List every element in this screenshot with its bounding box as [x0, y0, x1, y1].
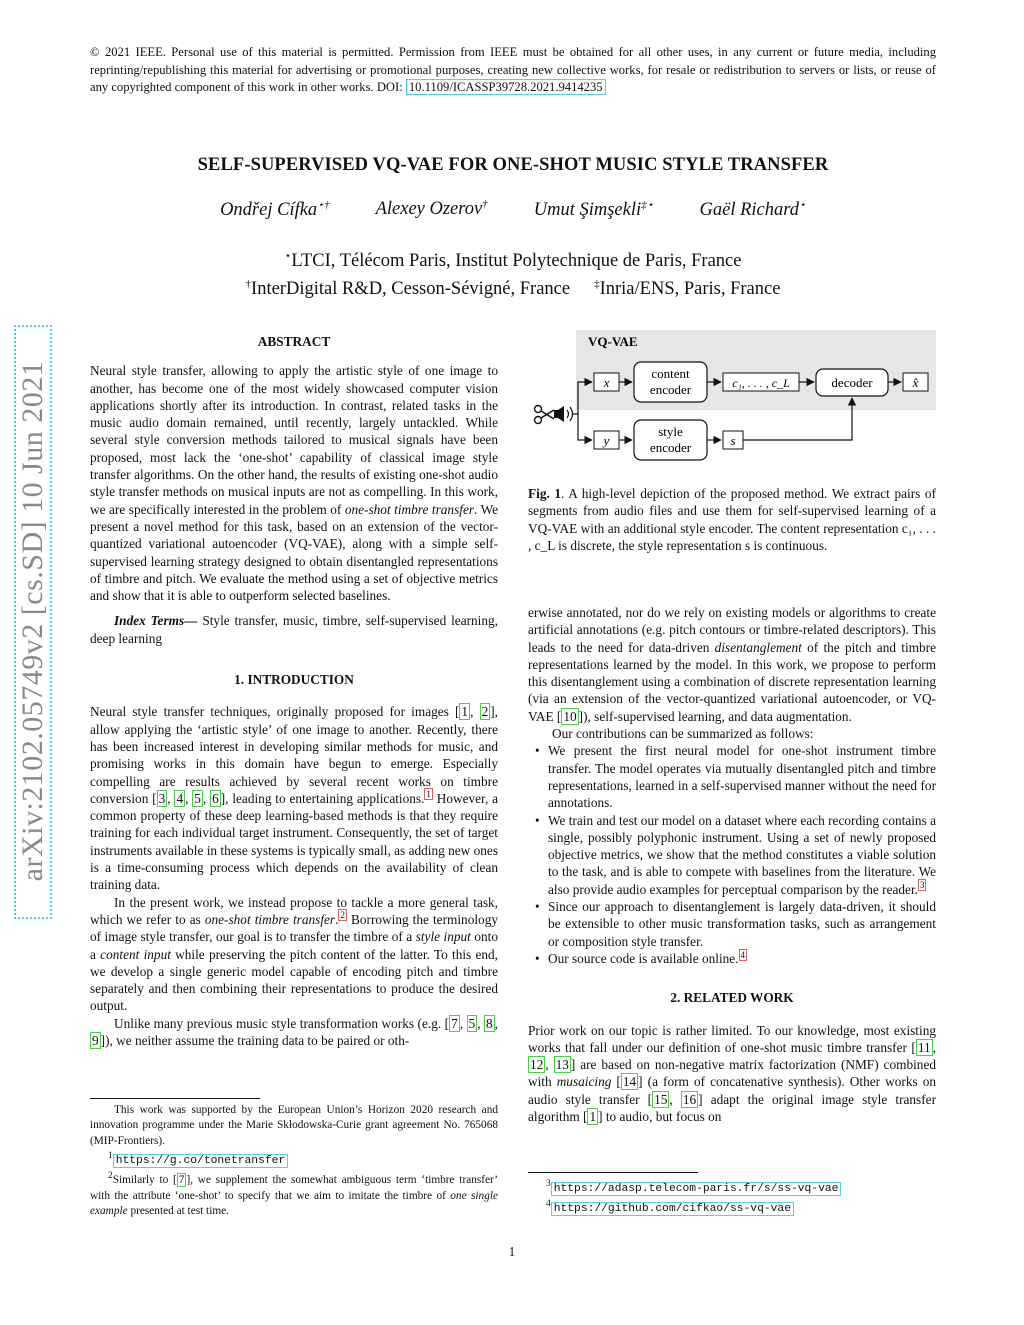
- footnote-3-link[interactable]: https://adasp.telecom-paris.fr/s/ss-vq-vae: [551, 1182, 842, 1196]
- figure-1-caption: Fig. 1. A high-level depiction of the proposed method. We extract pairs of segments from audio files and use them for self-supervised learning of a VQ-VAE with an additional style encoder. The content representation c₁, . . . , c_L is discrete, the style representation s is continuous.: [528, 486, 936, 553]
- abstract-text: Neural style transfer, allowing to apply the artistic style of one image to another, has become one of the most widely showcased computer vision applications shortly after its introduction. In contrast, related tasks in the music audio domain remained, until recently, largely untackled. While several style conversion methods tailored to musical signals have been proposed, most lack the ‘one-shot’ capability of classical image style transfer algorithms. On the other hand, the results of existing one-shot audio style transfer methods on musical inputs are not as compelling. In this work, we are specifically interested in the problem of one-shot timbre transfer. We present a novel method for this task, based on an extension of the vector-quantized variational autoencoder (VQ-VAE), along with a simple self-supervised learning strategy designed to obtain disentangled representations of timbre and pitch. We evaluate the method using a set of objective metrics and show that it is able to outperform selected baselines.: [90, 363, 499, 604]
- index-terms: Index Terms— Style transfer, music, timbre, self-supervised learning, deep learning: [90, 613, 498, 646]
- doi-label: DOI:: [376, 80, 403, 94]
- related-work-paragraph: Prior work on our topic is rather limited. To our knowledge, most existing works that fall under our definition of one-shot music timbre transfer [ 11 , 12 , 13 ] are based on non-negative matrix factorization (NMF) combined with musaicing [ 14 ] (a form of concatenative synthesis). Other works on audio style transfer [ 15 , 16 ] adapt the original image style transfer algorithm [ 1 ] to audio, but focus on: [528, 1022, 936, 1125]
- footnote-1: $^1$ https://g.co/tonetransfer: [90, 1149, 498, 1169]
- footnote-1-link[interactable]: https://g.co/tonetransfer: [113, 1154, 288, 1168]
- arxiv-identifier[interactable]: arXiv:2102.05749v2 [cs.SD] 10 Jun 2021: [16, 360, 49, 882]
- paper-title: SELF-SUPERVISED VQ-VAE FOR ONE-SHOT MUSIC STYLE TRANSFER: [197, 155, 829, 175]
- style-encoder-label-2: encoder: [649, 440, 692, 455]
- citation-6[interactable]: 6: [212, 790, 219, 806]
- abstract-heading: ABSTRACT: [257, 334, 331, 349]
- contribution-4: • Our source code is available online. $^4$: [548, 950, 936, 967]
- citation-10[interactable]: 10: [563, 708, 577, 724]
- citation-4[interactable]: 4: [176, 790, 184, 806]
- introduction-heading: 1. INTRODUCTION: [234, 672, 354, 688]
- intro-paragraph-2: In the present work, we instead propose to tackle a more general task, which we refer to as one-shot timbre transfer. $^2$ Borrowing the terminology of image style transfer, our goal is to transfer the timbre of a style input onto a content input while preserving the pitch content of the latter. To this end, we develop a single generic model capable of encoding pitch and timbre separately and then combining their representations to produce the desired output.: [90, 894, 498, 1014]
- affiliation-line-1: ⋆LTCI, Télécom Paris, Institut Polytechnique de Paris, France: [284, 250, 742, 272]
- footnotes-left: [90, 1103, 498, 1219]
- output-xhat-label: x̂: [912, 375, 919, 390]
- copyright-text: © 2021 IEEE. Personal use of this material is permitted. Permission from IEEE must be obtained for all other uses, in any current or future media, including reprinting/republishing this material for advertising or promotional purposes, creating new collective works, for resale or redistribution to servers or lists, or reuse of any copyrighted component of this work in other works.: [90, 45, 936, 94]
- related-work-heading: 2. RELATED WORK: [670, 990, 794, 1006]
- vq-vae-label: VQ-VAE: [588, 334, 638, 349]
- footnote-ref-3[interactable]: 3: [919, 880, 925, 891]
- citation-2[interactable]: 2: [481, 704, 489, 720]
- citation-15[interactable]: 15: [654, 1091, 668, 1107]
- right-paragraph-1: erwise annotated, nor do we rely on existing models or algorithms to create artificial annotations (e.g. pitch contours or timbre-related descriptors). This leads to the need for data-driven disentanglement of the pitch and timbre representations learned by the model. In this work, we propose to perform this disentanglement using a combination of discrete representation learning (via an extension of the vector-quantized variational autoencoder, or VQ-VAE [ 10 ]), self-supervised learning, and data augmentation.: [528, 605, 936, 724]
- input-y-label: y: [603, 433, 610, 448]
- figure-1-diagram: [528, 330, 936, 480]
- style-code-label: s: [730, 433, 736, 448]
- citation-3[interactable]: 3: [158, 790, 166, 806]
- content-encoder-label-1: content: [651, 366, 690, 381]
- affiliation-line-2: †InterDigital R&D, Cesson-Sévigné, France ‡Inria/ENS, Paris, France: [245, 278, 781, 300]
- citation-16[interactable]: 16: [682, 1091, 697, 1107]
- right-column: [528, 604, 936, 1125]
- author-2: Alexey Ozerov†: [375, 198, 488, 220]
- input-x-label: x: [603, 375, 610, 390]
- doi-link[interactable]: 10.1109/ICASSP39728.2021.9414235: [406, 79, 606, 95]
- content-code-label: c₁, . . . , c_L: [732, 376, 790, 390]
- left-column: [90, 333, 498, 1049]
- citation-8[interactable]: 8: [486, 1015, 493, 1031]
- contributions-intro: Our contributions can be summarized as follows:: [552, 726, 814, 742]
- footnote-2-citation[interactable]: 7: [178, 1174, 185, 1187]
- citation-5[interactable]: 5: [194, 790, 201, 806]
- citation-13[interactable]: 13: [555, 1057, 569, 1073]
- affiliations: [90, 245, 936, 301]
- author-list: [90, 198, 936, 221]
- arrow-to-y: [578, 414, 592, 440]
- citation-12[interactable]: 12: [530, 1057, 544, 1073]
- arxiv-identifier-box[interactable]: [14, 325, 52, 919]
- copyright-notice: [90, 44, 936, 97]
- contributions-list: [528, 742, 936, 967]
- author-3: Umut Şimşekli‡⋆: [533, 199, 654, 221]
- footnote-rule-right: [528, 1172, 698, 1173]
- footnote-ref-4[interactable]: 4: [740, 949, 746, 960]
- footnote-ref-1[interactable]: 1: [426, 789, 431, 800]
- footnote-rule-left: [90, 1098, 260, 1099]
- footnote-ref-2[interactable]: 2: [340, 910, 345, 921]
- page-number: 1: [508, 1244, 516, 1259]
- footnotes-right: [528, 1177, 936, 1217]
- citation-7[interactable]: 7: [451, 1015, 458, 1031]
- citation-1[interactable]: 1: [461, 704, 469, 720]
- style-encoder-label-1: style: [658, 424, 683, 439]
- footnote-4-link[interactable]: https://github.com/cifkao/ss-vq-vae: [551, 1202, 794, 1216]
- decoder-label: decoder: [831, 375, 873, 390]
- footnote-4: $^4$ https://github.com/cifkao/ss-vq-vae: [528, 1197, 936, 1217]
- footnote-2: $^2$Similarly to [ 7 ], we supplement the somewhat ambiguous term ‘timbre transfer’ with the attribute ‘one-shot’ to specify that we aim to imitate the timbre of one single example presented at test time.: [90, 1171, 498, 1217]
- footnote-3: $^3$ https://adasp.telecom-paris.fr/s/ss-vq-vae: [528, 1177, 936, 1197]
- funding-note: This work was supported by the European Union’s Horizon 2020 research and innovation programme under the Marie Skłodowska-Curie grant agreement No. 765068 (MIP-Frontiers).: [90, 1104, 498, 1147]
- contribution-3: • Since our approach to disentanglement is largely data-driven, it should be extensible to other music transformation tasks, such as arrangement or composition style transfer.: [548, 898, 936, 950]
- audio-scissors-icon: [535, 406, 573, 424]
- intro-paragraph-1: Neural style transfer techniques, originally proposed for images [ 1 , 2 ], allow applying the ‘artistic style’ of one image to another. Recently, there has been increased interest in developing similar methods for music, and promising works in this domain have begun to emerge. Especially compelling are results achieved by several recent works on timbre conversion [ 3 , 4 , 5 , 6 ], leading to entertaining applications. $^1$ However, a common property of these deep learning-based methods is that they require training for each individual target instrument. Consequently, the set of target instruments available in these systems is typically small, as adding new ones is a time-consuming process which depends on the availability of clean training data.: [90, 704, 499, 893]
- contribution-1: • We present the first neural model for one-shot instrument timbre transfer. The model operates via mutually disentangled pitch and timbre representations, learned in a self-supervised manner without the need for annotations.: [548, 742, 936, 811]
- contribution-2: • We train and test our model on a dataset where each recording contains a single, possibly polyphonic instrument. Using a set of newly proposed objective metrics, we show that the method constitutes a viable solution to the task, and is able to compete with baselines from the literature. We also provide audio examples for perceptual comparison by the reader. $^3$: [548, 812, 936, 898]
- citation-1b[interactable]: 1: [589, 1109, 597, 1125]
- citation-5b[interactable]: 5: [468, 1015, 476, 1031]
- author-1: Ondřej Cífka⋆†: [220, 199, 330, 221]
- citation-9[interactable]: 9: [92, 1032, 99, 1048]
- author-4: Gaël Richard⋆: [699, 199, 806, 221]
- content-encoder-label-2: encoder: [649, 382, 692, 397]
- citation-11[interactable]: 11: [917, 1039, 931, 1055]
- citation-14[interactable]: 14: [622, 1074, 637, 1090]
- intro-paragraph-3: Unlike many previous music style transformation works (e.g. [ 7 , 5 , 8 , 9 ]), we neither assume the training data to be paired or oth-: [92, 1015, 498, 1048]
